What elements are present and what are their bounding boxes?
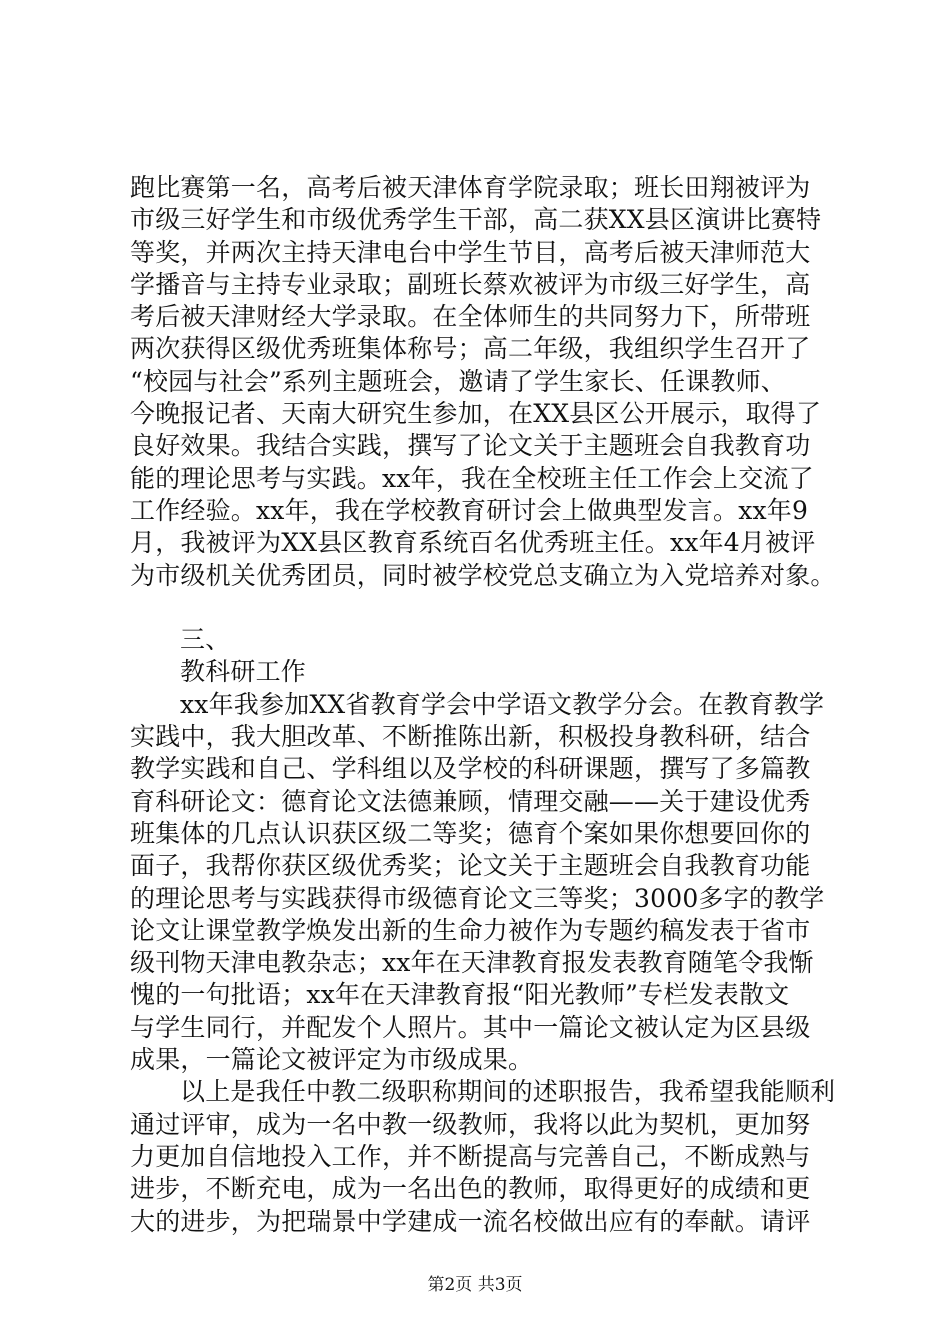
text-line: 教学实践和自己、学科组以及学校的科研课题，撰写了多篇教 [130,754,811,784]
page-footer [0,1274,950,1296]
text-line: “校园与社会”系列主题班会，邀请了学生家长、任课教师、 [130,366,786,396]
page-number-label: 第2页 共3页 [427,1275,523,1295]
text-line: 良好效果。我结合实践，撰写了论文关于主题班会自我教育功 [130,431,811,461]
section-number: 三、 [180,625,231,655]
text-line: 市级三好学生和市级优秀学生干部，高二获XX县区演讲比赛特 [130,205,822,235]
text-line: 等奖，并两次主持天津电台中学生节目，高考后被天津师范大 [130,237,811,267]
text-line: 班集体的几点认识获区级二等奖；德育个案如果你想要回你的 [130,818,811,848]
text-line: 愧的一句批语；xx年在天津教育报“阳光教师”专栏发表散文 [130,980,790,1010]
document-body [130,172,836,1238]
text-line: 的理论思考与实践获得市级德育论文三等奖；3000多字的教学 [130,883,825,913]
text-line: 跑比赛第一名，高考后被天津体育学院录取；班长田翔被评为 [130,173,811,202]
text-line: 两次获得区级优秀班集体称号；高二年级，我组织学生召开了 [130,334,811,364]
text-line: 实践中，我大胆改革、不断推陈出新，积极投身教科研，结合 [130,722,811,752]
text-line: xx年我参加XX省教育学会中学语文教学分会。在教育教学 [180,689,825,719]
text-line: 考后被天津财经大学录取。在全体师生的共同努力下，所带班 [130,302,811,332]
text-line: 育科研论文：德育论文法德兼顾，情理交融——关于建设优秀 [130,786,811,816]
text-line: 级刊物天津电教杂志；xx年在天津教育报发表教育随笔令我惭 [130,948,814,978]
text-line: 面子，我帮你获区级优秀奖；论文关于主题班会自我教育功能 [130,851,811,881]
text-line: 工作经验。xx年，我在学校教育研讨会上做典型发言。xx年9 [130,495,809,525]
text-line: 通过评审，成为一名中教一级教师，我将以此为契机，更加努 [130,1109,811,1139]
text-line: 为市级机关优秀团员，同时被学校党总支确立为入党培养对象。 [130,560,836,590]
section-title: 教科研工作 [180,657,307,687]
text-line: 今晚报记者、天南大研究生参加，在XX县区公开展示，取得了 [130,399,822,429]
text-line: 与学生同行，并配发个人照片。其中一篇论文被认定为区县级 [130,1012,811,1042]
text-line: 学播音与主持专业录取；副班长蔡欢被评为市级三好学生，高 [130,269,811,299]
text-line: 能的理论思考与实践。xx年，我在全校班主任工作会上交流了 [130,463,814,493]
text-line: 论文让课堂教学焕发出新的生命力被作为专题约稿发表于省市 [130,915,811,945]
text-line: 进步，不断充电，成为一名出色的教师，取得更好的成绩和更 [130,1174,811,1204]
paragraph-spacer [130,592,830,624]
text-line: 成果，一篇论文被评定为市级成果。 [130,1045,534,1075]
text-line: 月，我被评为XX县区教育系统百名优秀班主任。xx年4月被评 [130,528,816,558]
text-line: 大的进步，为把瑞景中学建成一流名校做出应有的奉献。请评 [130,1206,811,1236]
text-line: 力更加自信地投入工作，并不断提高与完善自己，不断成熟与 [130,1141,811,1171]
text-line: 以上是我任中教二级职称期间的述职报告，我希望我能顺利 [180,1077,836,1107]
